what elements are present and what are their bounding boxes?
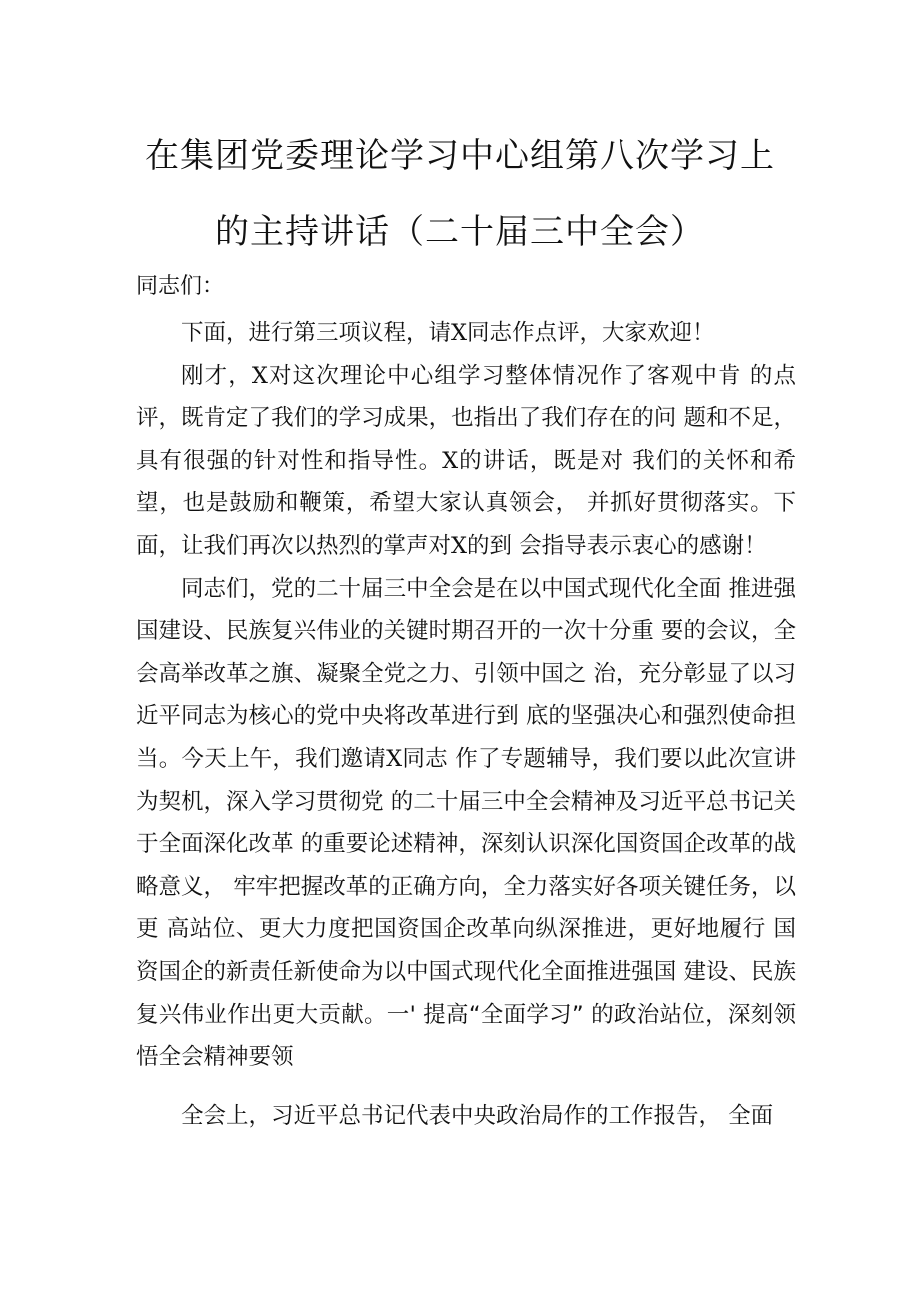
document-title-line-2: 的主持讲话（二十届三中全会） bbox=[215, 212, 705, 252]
paragraph-report: 全会上，习近平总书记代表中央政治局作的工作报告， 全面 bbox=[181, 1103, 774, 1129]
paragraph-plenum-text: 同志们，党的二十届三中全会是在以中国式现代化全面 推进强国建设、民族复兴伟业的关键时期召开的一次十分重 要的会议，全会高举改革之旗、凝聚全党之力、引领中国之 治，充分彰显了以习近平同志为核心的党中央将改革进行到 底的坚强决心和强烈使命担当。今天上午，我们邀请X同志 作了专题辅导，我们要以此次宣讲为契机，深入学习贯彻党 的二十届三中全会精神及习近平总书记关于全面深化改革 的重要论述精神，深刻认识深化国资国企改革的战略意义， 牢牢把握改革的正确方向，全力落实好各项关键任务，以更 高站位、更大力度把国资国企改革向纵深推进，更好地履行 国资国企的新责任新使命为以中国式现代化全面推进强国 建设、民族复兴伟业作出更大贡献。 bbox=[136, 575, 796, 1028]
section-heading: 一' 提高“全面学习” 的政治站位，深刻领悟全会精神要领 bbox=[136, 1001, 796, 1071]
paragraph-agenda: 下面，进行第三项议程，请X同志作点评，大家欢迎！ bbox=[181, 320, 715, 346]
paragraph-plenum bbox=[136, 568, 796, 1079]
paragraph-thanks: 刚才，X对这次理论中心组学习整体情况作了客观中肯 的点评，既肯定了我们的学习成果，也指出了我们存在的问 题和不足，具有很强的针对性和指导性。X的讲话，既是对 我们的关怀和希望，也是鼓励和鞭策，希望大家认真领会， 并抓好贯彻落实。下面，让我们再次以热烈的掌声对X的到 会指导表示衷心的感谢！ bbox=[136, 362, 796, 559]
greeting: 同志们： bbox=[136, 274, 225, 299]
document-title-line-1: 在集团党委理论学习中心组第八次学习上 bbox=[145, 136, 775, 176]
document-body bbox=[136, 312, 796, 1079]
